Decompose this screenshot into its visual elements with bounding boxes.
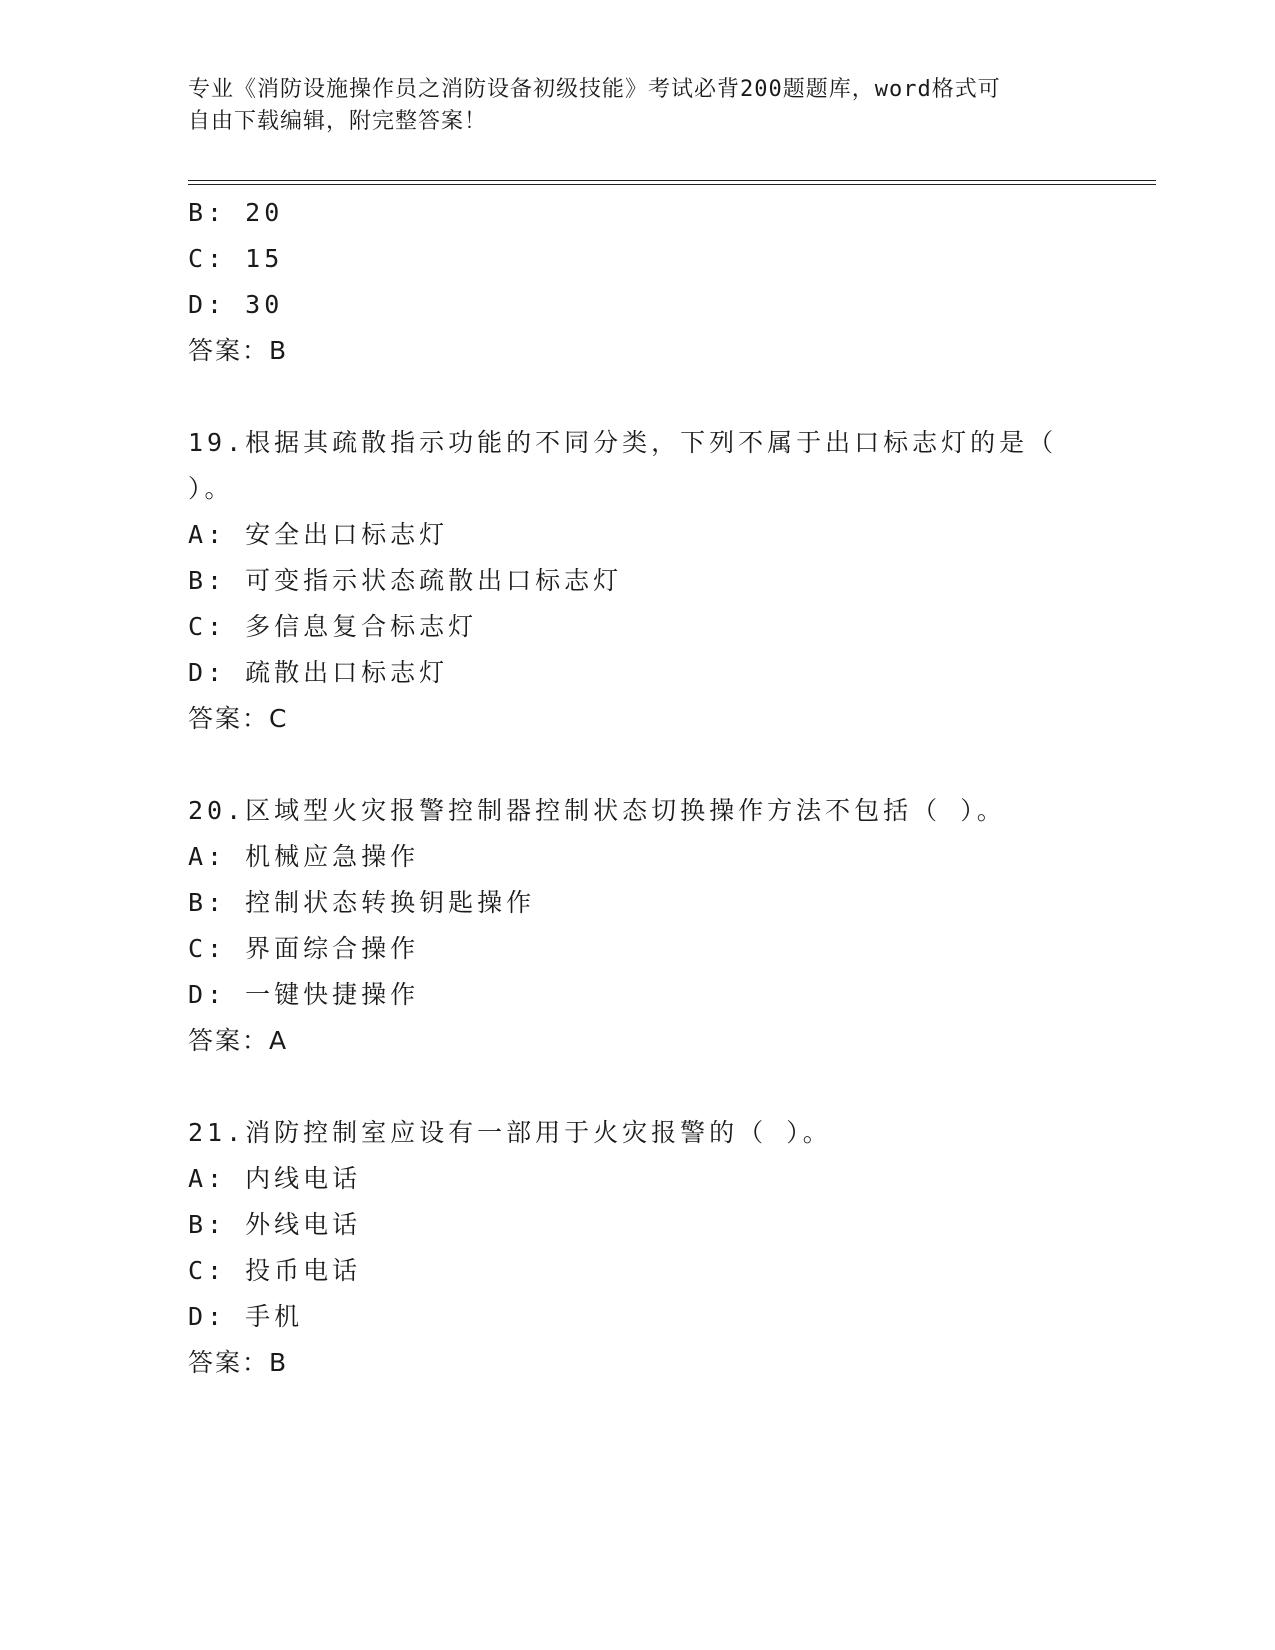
question-19	[188, 420, 1088, 742]
option-c: C: 投币电话	[188, 1256, 362, 1285]
option-b: B: 外线电话	[188, 1210, 362, 1239]
question-stem-continued: ）。	[188, 474, 234, 503]
question-stem: 20.区域型火灾报警控制器控制状态切换操作方法不包括（ ）。	[188, 796, 1006, 825]
option-d: D: 手机	[188, 1302, 304, 1331]
option-b: B: 控制状态转换钥匙操作	[188, 888, 536, 917]
header-divider	[188, 180, 1156, 185]
option-b: B: 20	[188, 198, 284, 227]
document-header	[188, 74, 1068, 138]
question-stem: 21.消防控制室应设有一部用于火灾报警的（ ）。	[188, 1118, 832, 1147]
option-b: B: 可变指示状态疏散出口标志灯	[188, 566, 623, 595]
answer: 答案：A	[188, 1026, 289, 1055]
question-18-continued	[188, 190, 1088, 374]
option-a: A: 安全出口标志灯	[188, 520, 449, 549]
option-c: C: 15	[188, 244, 284, 273]
answer: 答案：B	[188, 1348, 289, 1377]
question-21	[188, 1110, 1088, 1386]
answer: 答案：B	[188, 336, 289, 365]
option-d: D: 30	[188, 290, 284, 319]
option-a: A: 内线电话	[188, 1164, 362, 1193]
option-c: C: 多信息复合标志灯	[188, 612, 478, 641]
option-d: D: 疏散出口标志灯	[188, 658, 449, 687]
document-body	[188, 190, 1088, 1386]
question-20	[188, 788, 1088, 1064]
header-line-2: 自由下载编辑，附完整答案！	[188, 109, 488, 134]
answer: 答案：C	[188, 704, 289, 733]
question-stem: 19.根据其疏散指示功能的不同分类，下列不属于出口标志灯的是（	[188, 428, 1058, 457]
option-c: C: 界面综合操作	[188, 934, 420, 963]
option-a: A: 机械应急操作	[188, 842, 420, 871]
option-d: D: 一键快捷操作	[188, 980, 420, 1009]
header-line-1: 专业《消防设施操作员之消防设备初级技能》考试必背200题题库，word格式可	[188, 77, 1001, 102]
